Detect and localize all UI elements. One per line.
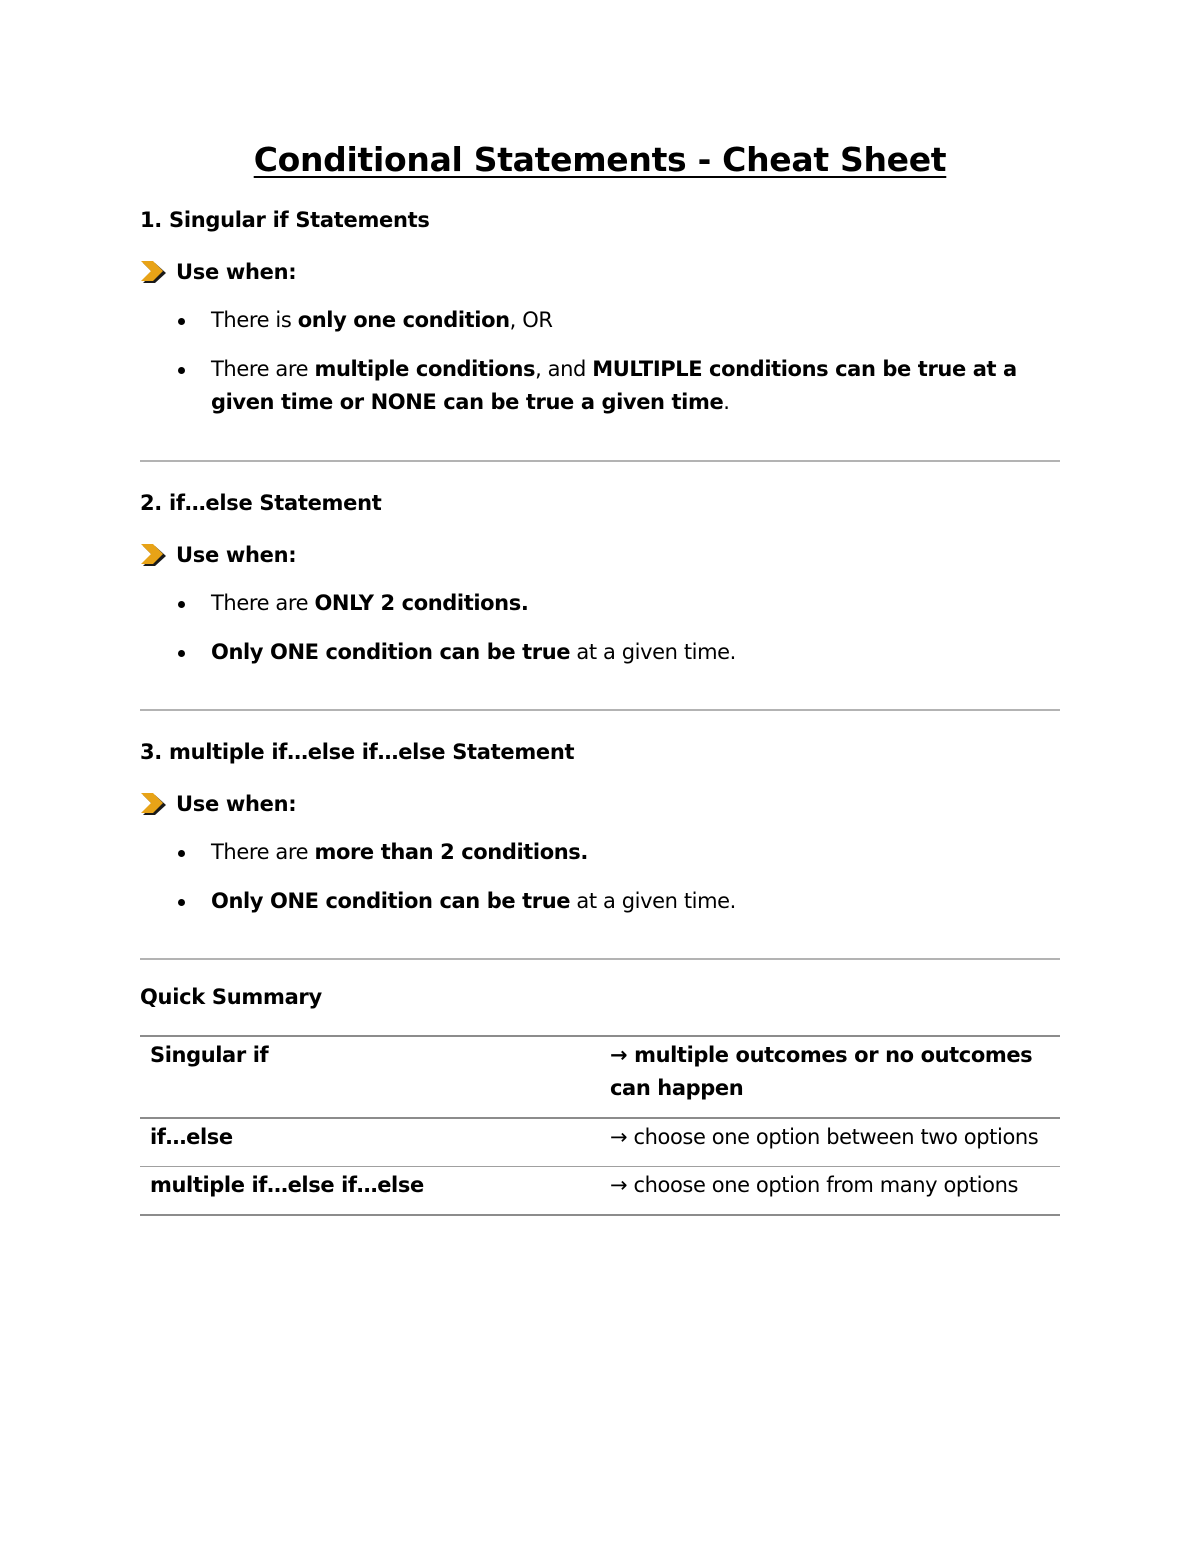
table-row	[140, 1167, 1060, 1216]
use-when-label	[140, 539, 1060, 571]
bullet-text: , and	[535, 357, 593, 381]
section-if-else	[140, 488, 1060, 669]
use-when-text: Use when:	[176, 792, 297, 816]
section-heading: 3. multiple if…else if…else Statement	[140, 740, 575, 764]
page-title: Conditional Statements - Cheat Sheet	[253, 140, 947, 179]
section-divider	[140, 460, 1060, 462]
summary-desc-cell: → choose one option between two options	[610, 1125, 1039, 1149]
summary-desc-cell: → multiple outcomes or no outcomes can happen	[610, 1043, 1033, 1100]
bullet-text-bold: more than 2 conditions.	[314, 840, 588, 864]
bullet-dot	[178, 850, 185, 857]
bullet-text: There are	[211, 591, 315, 615]
use-when-text: Use when:	[176, 260, 297, 284]
bullet-dot	[178, 367, 185, 374]
bullet-list	[140, 587, 1060, 669]
bullet-text: .	[723, 390, 730, 414]
chevron-right-icon	[140, 792, 170, 816]
list-item	[140, 885, 1060, 918]
section-divider	[140, 709, 1060, 711]
section-divider	[140, 958, 1060, 960]
bullet-dot	[178, 650, 185, 657]
summary-name-cell: if…else	[150, 1125, 233, 1149]
bullet-text-bold: Only ONE condition can be true	[211, 889, 571, 913]
bullet-text: There are	[211, 357, 315, 381]
table-row	[140, 1118, 1060, 1167]
bullet-dot	[178, 899, 185, 906]
bullet-text: at a given time.	[570, 640, 736, 664]
bullet-text: , OR	[509, 308, 553, 332]
list-item	[140, 587, 1060, 620]
bullet-text: There are	[211, 840, 315, 864]
section-heading: 1. Singular if Statements	[140, 208, 430, 232]
bullet-dot	[178, 318, 185, 325]
bullet-list	[140, 304, 1060, 419]
summary-name-cell: Singular if	[150, 1043, 269, 1067]
bullet-text-bold: ONLY 2 conditions.	[314, 591, 529, 615]
summary-desc-cell: → choose one option from many options	[610, 1173, 1019, 1197]
list-item	[140, 304, 1060, 337]
use-when-label	[140, 256, 1060, 288]
bullet-text: There is	[211, 308, 298, 332]
list-item	[140, 636, 1060, 669]
bullet-text-bold: Only ONE condition can be true	[211, 640, 571, 664]
bullet-text-bold: multiple conditions	[314, 357, 536, 381]
list-item	[140, 836, 1060, 869]
bullet-text-bold: MULTIPLE conditions can be true at a given time or NONE can be true a given time	[211, 357, 1017, 414]
list-item	[140, 353, 1060, 419]
chevron-right-icon	[140, 260, 170, 284]
section-multiple-if-else	[140, 737, 1060, 918]
bullet-text-bold: only one condition	[297, 308, 510, 332]
bullet-list	[140, 836, 1060, 918]
section-heading: 2. if…else Statement	[140, 491, 382, 515]
bullet-dot	[178, 601, 185, 608]
summary-table	[140, 1035, 1060, 1216]
bullet-text: at a given time.	[570, 889, 736, 913]
use-when-label	[140, 788, 1060, 820]
table-row	[140, 1036, 1060, 1118]
summary-heading: Quick Summary	[140, 985, 322, 1009]
chevron-right-icon	[140, 543, 170, 567]
summary-name-cell: multiple if…else if…else	[150, 1173, 424, 1197]
use-when-text: Use when:	[176, 543, 297, 567]
section-singular-if	[140, 205, 1060, 419]
